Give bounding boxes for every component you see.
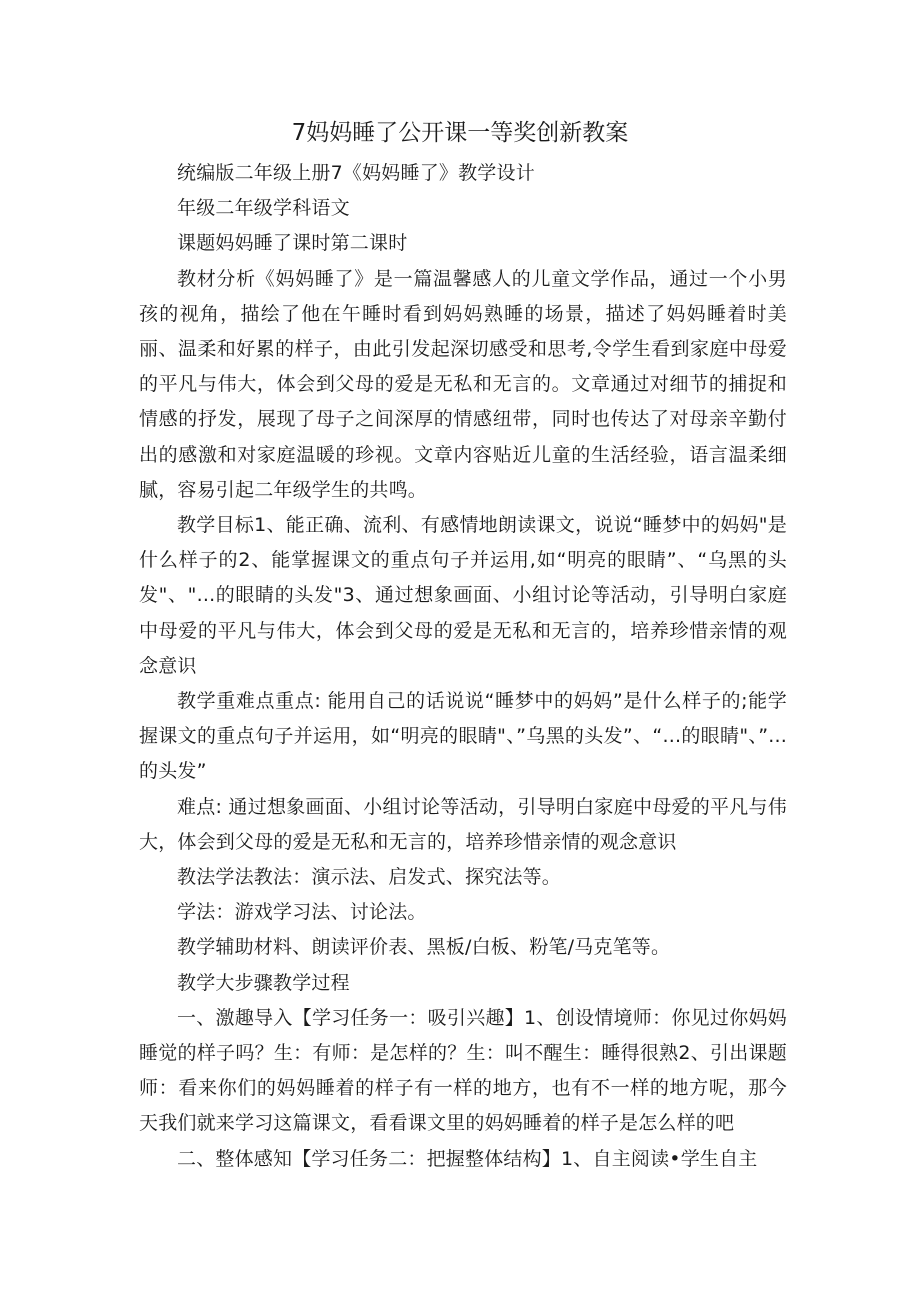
paragraph-teaching-methods: 教法学法教法：演示法、启发式、探究法等。: [177, 866, 562, 889]
paragraph-teaching-goals: 教学目标1、能正确、流利、有感情地朗读课文，说说“睡梦中的妈妈"是什么样子的2、能掌握课文的重点句子并运用,如“明亮的眼睛”、“乌黑的头发"、"...的眼睛的头发"3、通过想象画面、小组讨论等活动，引导明白家庭中母爱的平凡与伟大，体会到父母的爱是无私和无言的，培养珍惜亲情的观念意识: [139, 514, 787, 677]
paragraph-grade-subject: 年级二年级学科语文: [177, 197, 350, 220]
paragraph-teaching-aids: 教学辅助材料、朗读评价表、黑板/白板、粉笔/马克笔等。: [177, 936, 671, 959]
paragraph-material-analysis: 教材分析《妈妈睡了》是一篇温馨感人的儿童文学作品，通过一个小男孩的视角，描绘了他在午睡时看到妈妈熟睡的场景，描述了妈妈睡着时美丽、温柔和好累的样子，由此引发起深切感受和思考,令学生看到家庭中母爱的平凡与伟大，体会到父母的爱是无私和无言的。文章通过对细节的捕捉和情感的抒发，展现了母子之间深厚的情感纽带，同时也传达了对母亲辛勤付出的感激和对家庭温暖的珍视。文章内容贴近儿童的生活经验，语言温柔细腻，容易引起二年级学生的共鸣。: [139, 267, 787, 501]
paragraph-step-one: 一、激趣导入【学习任务一：吸引兴趣】1、创设情境师：你见过你妈妈睡觉的样子吗？生：有师：是怎样的？生：叫不醒生：睡得很熟2、引出课题师：看来你们的妈妈睡着的样子有一样的地方，也有不一样的地方呢，那今天我们就来学习这篇课文，看看课文里的妈妈睡着的样子是怎么样的吧: [139, 1006, 787, 1135]
paragraph-process-heading: 教学大步骤教学过程: [177, 971, 350, 994]
document-body: [139, 156, 787, 1177]
paragraph-step-two: 二、整体感知【学习任务二：把握整体结构】1、自主阅读•学生自主: [177, 1147, 758, 1170]
paragraph-difficult-points: 难点: 通过想象画面、小组讨论等活动，引导明白家庭中母爱的平凡与伟大，体会到父母的爱是无私和无言的，培养珍惜亲情的观念意识: [139, 795, 787, 853]
paragraph-key-points: 教学重难点重点: 能用自己的话说说“睡梦中的妈妈”是什么样子的;能学握课文的重点句子并运用，如“明亮的眼睛"、”乌黑的头发”、“...的眼睛"、”...的头发”: [139, 690, 787, 783]
document-title: 7妈妈睡了公开课一等奖创新教案: [291, 120, 629, 146]
paragraph-textbook-info: 统编版二年级上册7《妈妈睡了》教学设计: [177, 162, 535, 184]
paragraph-learning-methods: 学法：游戏学习法、讨论法。: [177, 901, 427, 924]
paragraph-lesson-topic: 课题妈妈睡了课时第二课时: [177, 232, 408, 255]
